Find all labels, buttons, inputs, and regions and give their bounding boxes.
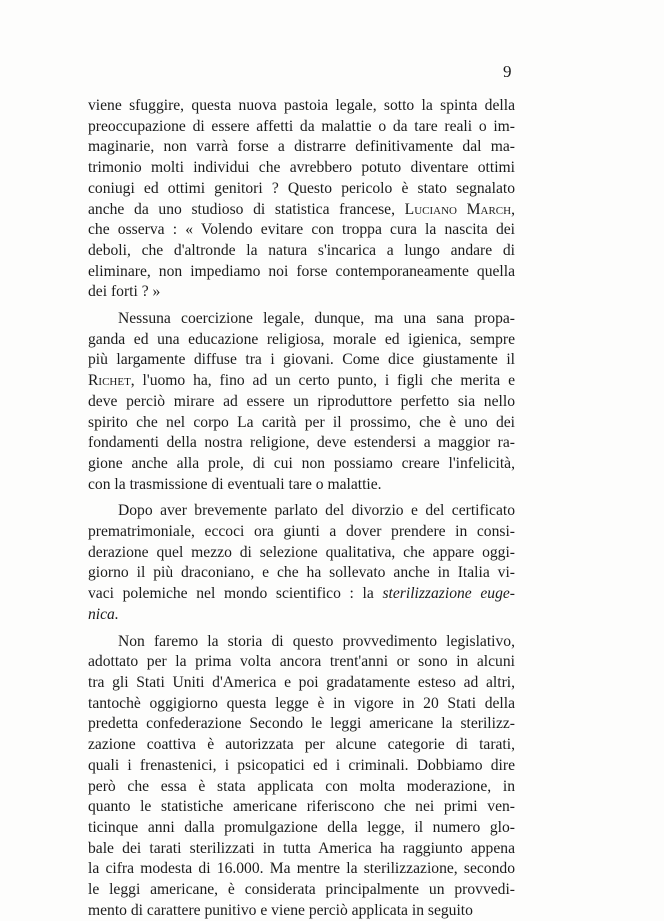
text-line [88, 584, 515, 605]
text-segment: trimonio molti individui che avrebbero potuto diventare ottimi [88, 159, 515, 177]
text-segment: giorno il più draconiano, e che ha sollevato anche in Italia vi- [88, 564, 515, 582]
text-segment: più largamente diffuse tra i giovani. Come dice giustamente il [88, 351, 515, 369]
text-line [88, 797, 515, 818]
text-segment: derazione quel mezzo di selezione qualitativa, che appare oggi- [88, 543, 515, 561]
text-line [88, 714, 515, 735]
text-segment: preoccupazione di essere affetti da malattie o da tare reali o im- [88, 117, 515, 135]
text-segment: però che essa è stata applicata con molta moderazione, in [88, 777, 515, 795]
page-number: 9 [503, 62, 512, 81]
text-line [88, 880, 515, 901]
text-segment: vaci polemiche nel mondo scientifico : la [88, 585, 383, 603]
text-segment: dei forti ? » [88, 283, 161, 301]
text-line [88, 543, 515, 564]
text-line [88, 501, 515, 522]
text-segment: quanto le statistiche americane riferiscono che nei primi ven- [88, 798, 515, 816]
text-segment: coniugi ed ottimi genitori ? Questo pericolo è stato segnalato [88, 179, 515, 197]
text-line [88, 605, 515, 626]
text-segment: ticinque anni dalla promulgazione della legge, il numero glo- [88, 818, 515, 836]
text-segment: con la trasmissione di eventuali tare o malattie. [88, 475, 382, 493]
text-segment: la cifra modesta di 16.000. Ma mentre la sterilizzazione, secondo [88, 860, 515, 878]
text-line [88, 200, 515, 221]
paragraph [88, 96, 515, 303]
text-line [88, 735, 515, 756]
text-line [88, 158, 515, 179]
paragraph [88, 501, 515, 625]
body-text [88, 96, 515, 921]
text-line [88, 413, 515, 434]
text-segment: ganda ed una educazione religiosa, morale ed igienica, sempre [88, 330, 515, 348]
text-segment: eliminare, non impediamo noi forse contemporaneamente quella [88, 262, 515, 280]
text-segment: che osserva : « Volendo evitare con troppa cura la nascita dei [88, 221, 515, 239]
text-line [88, 137, 515, 158]
text-segment: spirito che nel corpo La carità per il prossimo, che è uno dei [88, 413, 515, 431]
text-line [88, 859, 515, 880]
text-line [88, 309, 515, 330]
text-segment: Richet [88, 372, 131, 390]
text-line [88, 475, 515, 496]
text-line [88, 901, 515, 921]
text-segment: , l'uomo ha, fino ad un certo punto, i figli che merita e [130, 372, 515, 390]
paragraph [88, 632, 515, 921]
text-line [88, 756, 515, 777]
paragraph [88, 309, 515, 495]
text-segment: le leggi americane, è considerata principalmente un provvedi- [88, 881, 515, 899]
text-line [88, 282, 515, 303]
text-segment: tra gli Stati Uniti d'America e poi gradatamente esteso ad altri, [88, 673, 515, 691]
text-segment: deboli, che d'altronde la natura s'incarica a lungo andare di [88, 241, 515, 259]
text-line [88, 371, 515, 392]
text-line [88, 179, 515, 200]
text-line [88, 563, 515, 584]
text-segment: anche da uno studioso di statistica francese, [88, 200, 405, 218]
text-line [88, 350, 515, 371]
text-line [88, 454, 515, 475]
text-segment: nica. [88, 605, 119, 623]
text-line [88, 673, 515, 694]
text-line [88, 632, 515, 653]
text-segment: adottato per la prima volta ancora trent'anni or sono in alcuni [88, 653, 515, 671]
text-line [88, 652, 515, 673]
text-segment: bale dei tarati sterilizzati in tutta America ha raggiunto appena [88, 839, 515, 857]
text-segment: viene sfuggire, questa nuova pastoia legale, sotto la spinta della [88, 97, 515, 114]
text-segment: deve perciò mirare ad essere un riproduttore perfetto sia nello [88, 392, 515, 410]
text-line [88, 330, 515, 351]
text-segment: quali i frenastenici, i psicopatici ed i criminali. Dobbiamo dire [88, 756, 515, 774]
text-line [88, 220, 515, 241]
text-line [88, 839, 515, 860]
text-line [88, 433, 515, 454]
text-line [88, 522, 515, 543]
text-segment: , [511, 200, 515, 218]
text-segment: Luciano March [404, 200, 512, 218]
text-line [88, 777, 515, 798]
text-line [88, 392, 515, 413]
text-segment: mento di carattere punitivo e viene perciò applicata in seguito [88, 901, 473, 919]
text-segment: zazione coattiva è autorizzata per alcune categorie di tarati, [88, 736, 515, 754]
text-line [88, 818, 515, 839]
text-line [88, 117, 515, 138]
text-segment: Non faremo la storia di questo provvedimento legislativo, [118, 632, 515, 650]
text-line [88, 694, 515, 715]
text-segment: gione anche alla prole, di cui non possiamo creare l'infelicità, [88, 454, 515, 472]
text-line [88, 262, 515, 283]
text-segment: fondamenti della nostra religione, deve estendersi a maggior ra- [88, 434, 515, 452]
text-segment: sterilizzazione euge- [382, 585, 515, 603]
text-segment: Dopo aver brevemente parlato del divorzio e del certificato [118, 502, 515, 520]
text-segment: maginarie, non varrà forse a distrarre definitivamente dal ma- [88, 138, 515, 156]
text-segment: tantochè oggigiorno questa legge è in vigore in 20 Stati della [88, 694, 515, 712]
text-segment: predetta confederazione Secondo le leggi americane la sterilizz- [88, 715, 515, 733]
text-line [88, 96, 515, 117]
text-segment: prematrimoniale, eccoci ora giunti a dover prendere in consi- [88, 523, 515, 541]
text-segment: Nessuna coercizione legale, dunque, ma una sana propa- [118, 310, 515, 328]
text-line [88, 241, 515, 262]
